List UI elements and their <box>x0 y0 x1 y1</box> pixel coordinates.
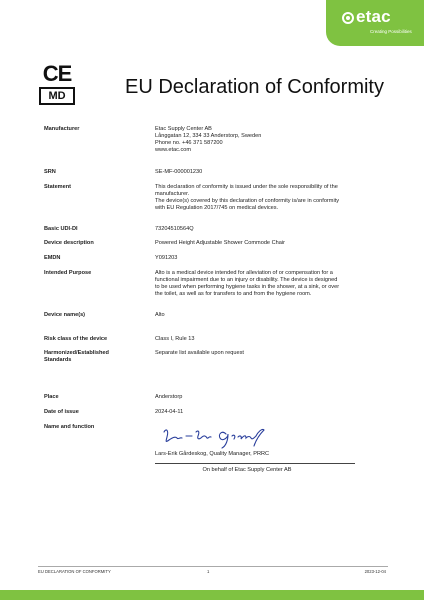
ce-md-marking <box>37 63 77 105</box>
logo-tagline: Creating Possibilities <box>370 29 412 34</box>
statement-label: Statement <box>44 184 72 190</box>
page-title: EU Declaration of Conformity <box>125 76 384 98</box>
standards-label <box>44 350 149 364</box>
intended-purpose-label: Intended Purpose <box>44 270 92 276</box>
md-symbol-icon: MD <box>39 87 75 105</box>
on-behalf-label: On behalf of Etac Supply Center AB <box>202 467 292 473</box>
standards-label-line: Standards <box>44 357 72 363</box>
emdn-label: EMDN <box>44 255 61 261</box>
statement-line: This declaration of conformity is issued under the sole responsibility of the <box>155 184 338 190</box>
intended-purpose-line: to be used when performing hygiene tasks in the shower, at a sink, or over <box>155 284 340 290</box>
name-function-label: Name and function <box>44 424 95 430</box>
basic-udi-value: 73204510564Q <box>155 226 194 232</box>
risk-class-label: Risk class of the device <box>44 336 108 342</box>
device-names-value: Alto <box>155 312 165 318</box>
standards-value: Separate list available upon request <box>155 350 244 356</box>
date-of-issue-value: 2024-04-11 <box>155 409 184 415</box>
device-description-value: Powered Height Adjustable Shower Commode Chair <box>155 240 285 246</box>
signatory-name: Lars-Erik Gårdeskog, Quality Manager, PRRC <box>155 451 270 457</box>
srn-value: SE-MF-000001230 <box>155 169 203 175</box>
handwritten-signature <box>160 424 280 450</box>
intended-purpose-line: Alto is a medical device intended for alleviation of or compensation for a <box>155 270 333 276</box>
device-names-label: Device name(s) <box>44 312 86 318</box>
risk-class-value: Class I, Rule 13 <box>155 336 195 342</box>
manufacturer-line: Etac Supply Center AB <box>155 126 212 132</box>
place-value: Anderstorp <box>155 394 183 400</box>
footer-date: 2023-12-04 <box>364 569 386 574</box>
manufacturer-label: Manufacturer <box>44 126 80 132</box>
manufacturer-line: Långgatan 12, 334 33 Anderstorp, Sweden <box>155 133 262 139</box>
signature-divider <box>155 463 355 464</box>
manufacturer-line: Phone no. +46 371 587200 <box>155 140 223 146</box>
intended-purpose-line: the toilet, as well as for transfers to and from the hygiene room. <box>155 291 312 297</box>
statement-line: manufacturer. <box>155 191 190 197</box>
on-behalf-text <box>0 467 424 473</box>
statement-line: The device(s) covered by this declaration of conformity is/are in conformity <box>155 198 340 204</box>
footer-divider <box>38 566 388 567</box>
statement-value <box>155 184 380 212</box>
ce-mark-icon: CE <box>42 61 72 86</box>
manufacturer-line: www.etac.com <box>155 147 192 153</box>
standards-label-line: Harmonized/Established <box>44 350 109 356</box>
intended-purpose-value <box>155 270 380 298</box>
statement-line: with EU Regulation 2017/745 on medical devices. <box>155 205 279 211</box>
srn-label: SRN <box>44 169 56 175</box>
footer-doc-title: EU DECLARATION OF CONFORMITY <box>38 569 111 574</box>
etac-logo <box>326 0 424 46</box>
logo-name: etac <box>356 7 391 26</box>
manufacturer-value <box>155 126 380 154</box>
date-of-issue-label: Date of issue <box>44 409 79 415</box>
emdn-value: Y091203 <box>155 255 178 261</box>
bottom-brand-bar <box>0 590 424 600</box>
intended-purpose-line: functional impairment due to an injury or disability. The device is designed <box>155 277 338 283</box>
etac-logo-icon <box>342 12 354 24</box>
footer-page-number: 1 <box>207 569 210 574</box>
place-label: Place <box>44 394 59 400</box>
device-description-label: Device description <box>44 240 94 246</box>
basic-udi-label: Basic UDI-DI <box>44 226 78 232</box>
